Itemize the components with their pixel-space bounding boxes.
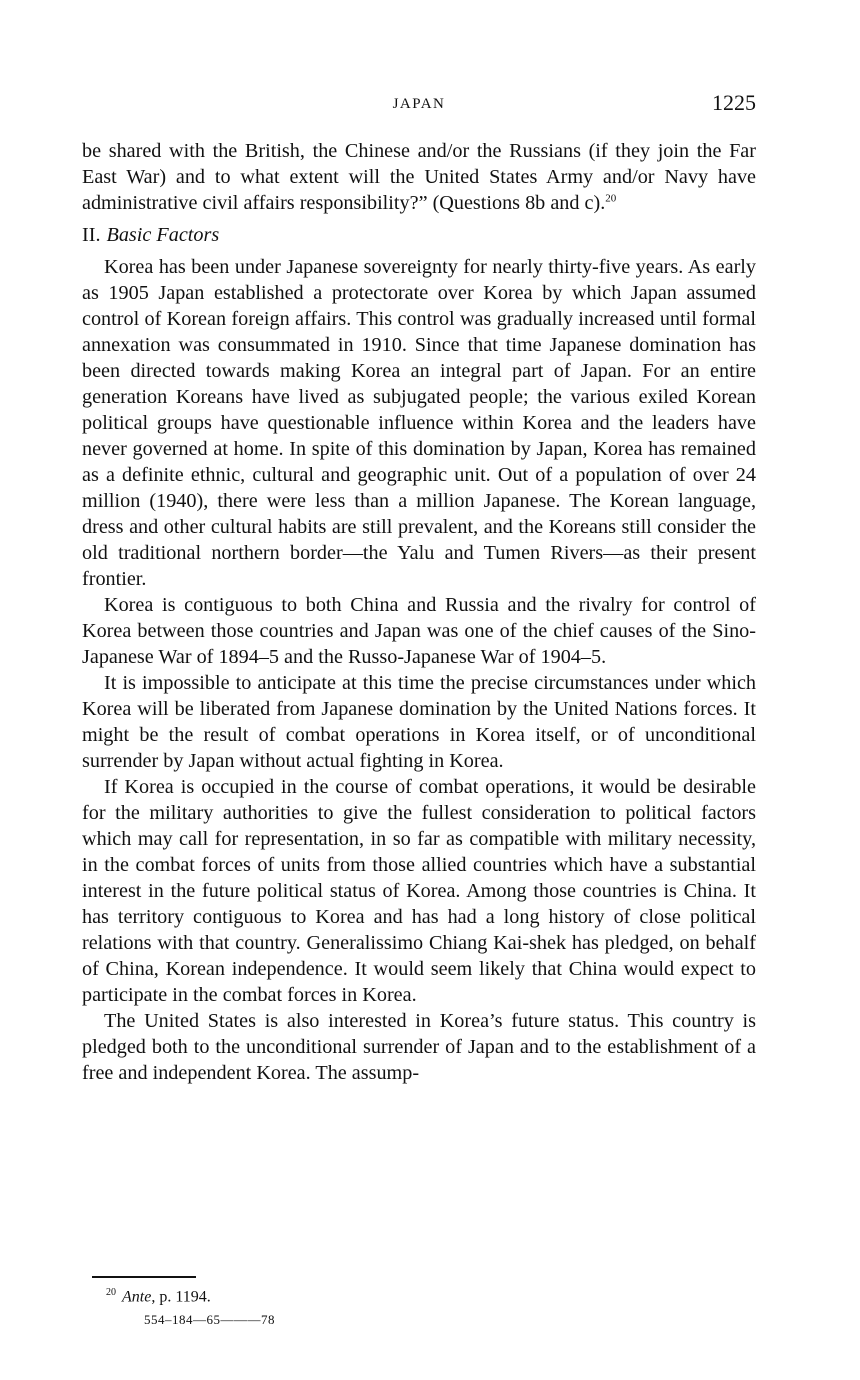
section-heading xyxy=(82,222,756,248)
paragraph: If Korea is occupied in the course of combat operations, it would be desirable for the military authorities to give the fullest consideration to political factors which may call for representation, in so far as compatible with military necessity, in the combat forces of units from those allied countries which have a substantial interest in the future political status of Korea. Among those countries is China. It has territory contiguous to Korea and has had a long history of close political relations with that country. Generalissimo Chiang Kai-shek has pledged, on behalf of China, Korean independence. It would seem likely that China would expect to participate in the combat forces in Korea. xyxy=(82,776,756,1006)
footnote-text: , p. 1194. xyxy=(151,1288,211,1306)
paragraph-continued xyxy=(82,138,756,216)
footnote-reference: 20 xyxy=(605,192,617,205)
footnote-divider xyxy=(92,1276,196,1278)
section-title: Basic Factors xyxy=(106,224,220,246)
body-text xyxy=(82,138,756,1086)
print-code: 554–184—65———78 xyxy=(144,1312,275,1327)
paragraph: The United States is also interested in Korea’s future status. This country is pledged both to the unconditional surrender of Japan and to the establishment of a free and independent Korea. The assump- xyxy=(82,1010,756,1084)
paragraph: It is impossible to anticipate at this time the precise circumstances under which Korea will be liberated from Japanese domination by the United Nations forces. It might be the result of combat operations in Korea itself, or of unconditional surrender by Japan without actual fighting in Korea. xyxy=(82,672,756,772)
paragraph-text: be shared with the British, the Chinese and/or the Russians (if they join the Far East War) and to what extent will the United States Army and/or Navy have administrative civil affairs responsibility?” (Questions 8b and c). xyxy=(82,140,756,214)
footnote-mark: 20 xyxy=(106,1287,116,1298)
page-header xyxy=(82,90,756,126)
footnote-ref: Ante xyxy=(122,1288,152,1306)
footnote xyxy=(106,1287,211,1306)
paragraph: Korea has been under Japanese sovereignty for nearly thirty-five years. As early as 1905 Japan established a protectorate over Korea by which Japan assumed control of Korean foreign affairs. This control was gradually increased until formal annexation was consummated in 1910. Since that time Japanese domination has been directed towards making Korea an integral part of Japan. For an entire generation Koreans have lived as subjugated people; the various exiled Korean political groups have questionable influence within Korea and the leaders have never governed at home. In spite of this domination by Japan, Korea has remained as a definite ethnic, cultural and geographic unit. Out of a population of over 24 million (1940), there were less than a million Japanese. The Korean language, dress and other cultural habits are still prevalent, and the Koreans still consider the old traditional northern border—the Yalu and Tumen Rivers—as their present frontier. xyxy=(82,256,756,590)
running-head: JAPAN xyxy=(392,96,446,112)
paragraph: Korea is contiguous to both China and Russia and the rivalry for control of Korea between those countries and Japan was one of the chief causes of the Sino-Japanese War of 1894–5 and the Russo-Japanese War of 1904–5. xyxy=(82,594,756,668)
page-number: 1225 xyxy=(712,90,756,115)
section-number: II. xyxy=(82,224,101,246)
